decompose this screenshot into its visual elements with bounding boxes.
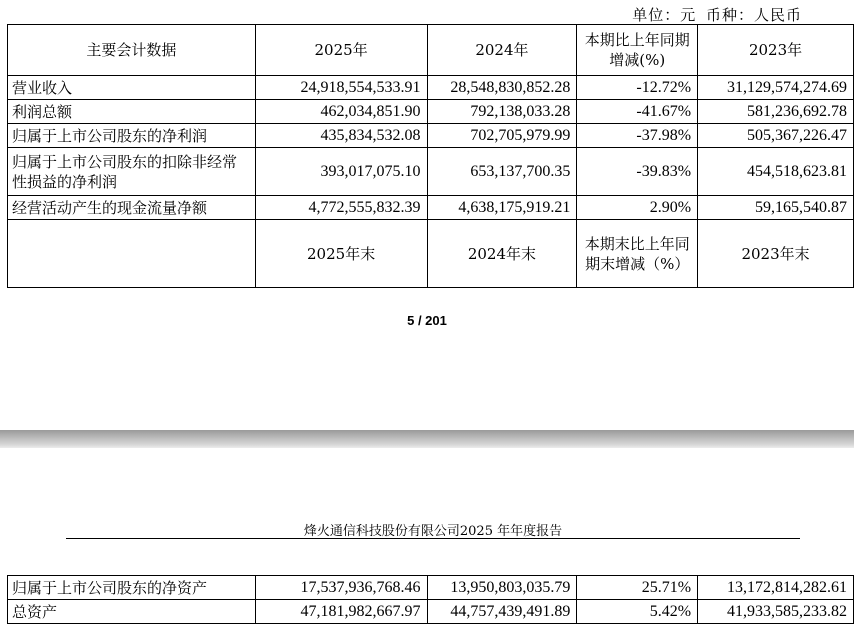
value-change: 5.42% [577, 600, 698, 624]
value-2023: 13,172,814,282.61 [698, 576, 854, 600]
row-label: 归属于上市公司股东的扣除非经常性损益的净利润 [8, 148, 256, 196]
subheader-change: 本期末比上年同期末增减（%） [577, 220, 698, 288]
row-label: 经营活动产生的现金流量净额 [8, 196, 256, 220]
value-2023: 505,367,226.47 [698, 124, 854, 148]
row-label: 营业收入 [8, 76, 256, 100]
page-number: 5 / 201 [407, 313, 447, 328]
value-change: -39.83% [577, 148, 698, 196]
unit-label: 单位：元 [632, 6, 697, 24]
value-2024: 13,950,803,035.79 [427, 576, 577, 600]
header-2025: 2025年 [255, 25, 427, 76]
table-header-row [8, 25, 854, 76]
table-row [8, 196, 854, 220]
value-2025: 47,181,982,667.97 [255, 600, 427, 624]
table-row [8, 148, 854, 196]
value-2023: 31,129,574,274.69 [698, 76, 854, 100]
row-label: 归属于上市公司股东的净利润 [8, 124, 256, 148]
value-2025: 17,537,936,768.46 [255, 576, 427, 600]
page-separator [0, 430, 854, 448]
value-2023: 41,933,585,233.82 [698, 600, 854, 624]
value-2025: 24,918,554,533.91 [255, 76, 427, 100]
value-change: 25.71% [577, 576, 698, 600]
value-2024: 4,638,175,919.21 [427, 196, 577, 220]
table-row [8, 124, 854, 148]
value-change: -41.67% [577, 100, 698, 124]
value-2025: 393,017,075.10 [255, 148, 427, 196]
table-row [8, 576, 854, 600]
header-2024: 2024年 [427, 25, 577, 76]
value-2024: 702,705,979.99 [427, 124, 577, 148]
subheader-item [8, 220, 256, 288]
table-row [8, 600, 854, 624]
header-change: 本期比上年同期增减(%) [577, 25, 698, 76]
subheader-2024: 2024年末 [427, 220, 577, 288]
value-2024: 44,757,439,491.89 [427, 600, 577, 624]
value-2024: 28,548,830,852.28 [427, 76, 577, 100]
value-2025: 462,034,851.90 [255, 100, 427, 124]
row-label: 归属于上市公司股东的净资产 [8, 576, 256, 600]
value-2024: 653,137,700.35 [427, 148, 577, 196]
value-2025: 435,834,532.08 [255, 124, 427, 148]
value-2024: 792,138,033.28 [427, 100, 577, 124]
value-change: -37.98% [577, 124, 698, 148]
value-2025: 4,772,555,832.39 [255, 196, 427, 220]
report-header-rule [66, 538, 800, 539]
header-item: 主要会计数据 [8, 25, 256, 76]
key-accounting-data-table [7, 24, 854, 288]
subheader-2023: 2023年末 [698, 220, 854, 288]
report-header: 烽火通信科技股份有限公司2025 年年度报告 [303, 524, 563, 539]
value-change: 2.90% [577, 196, 698, 220]
table-row [8, 76, 854, 100]
value-2023: 454,518,623.81 [698, 148, 854, 196]
subheader-2025: 2025年末 [255, 220, 427, 288]
currency-label: 币种：人民币 [705, 6, 802, 24]
value-2023: 581,236,692.78 [698, 100, 854, 124]
row-label: 利润总额 [8, 100, 256, 124]
table-subheader-row [8, 220, 854, 288]
value-change: -12.72% [577, 76, 698, 100]
row-label: 总资产 [8, 600, 256, 624]
balance-data-table [7, 575, 854, 624]
table-row [8, 100, 854, 124]
value-2023: 59,165,540.87 [698, 196, 854, 220]
header-2023: 2023年 [698, 25, 854, 76]
unit-currency-line [628, 4, 802, 25]
